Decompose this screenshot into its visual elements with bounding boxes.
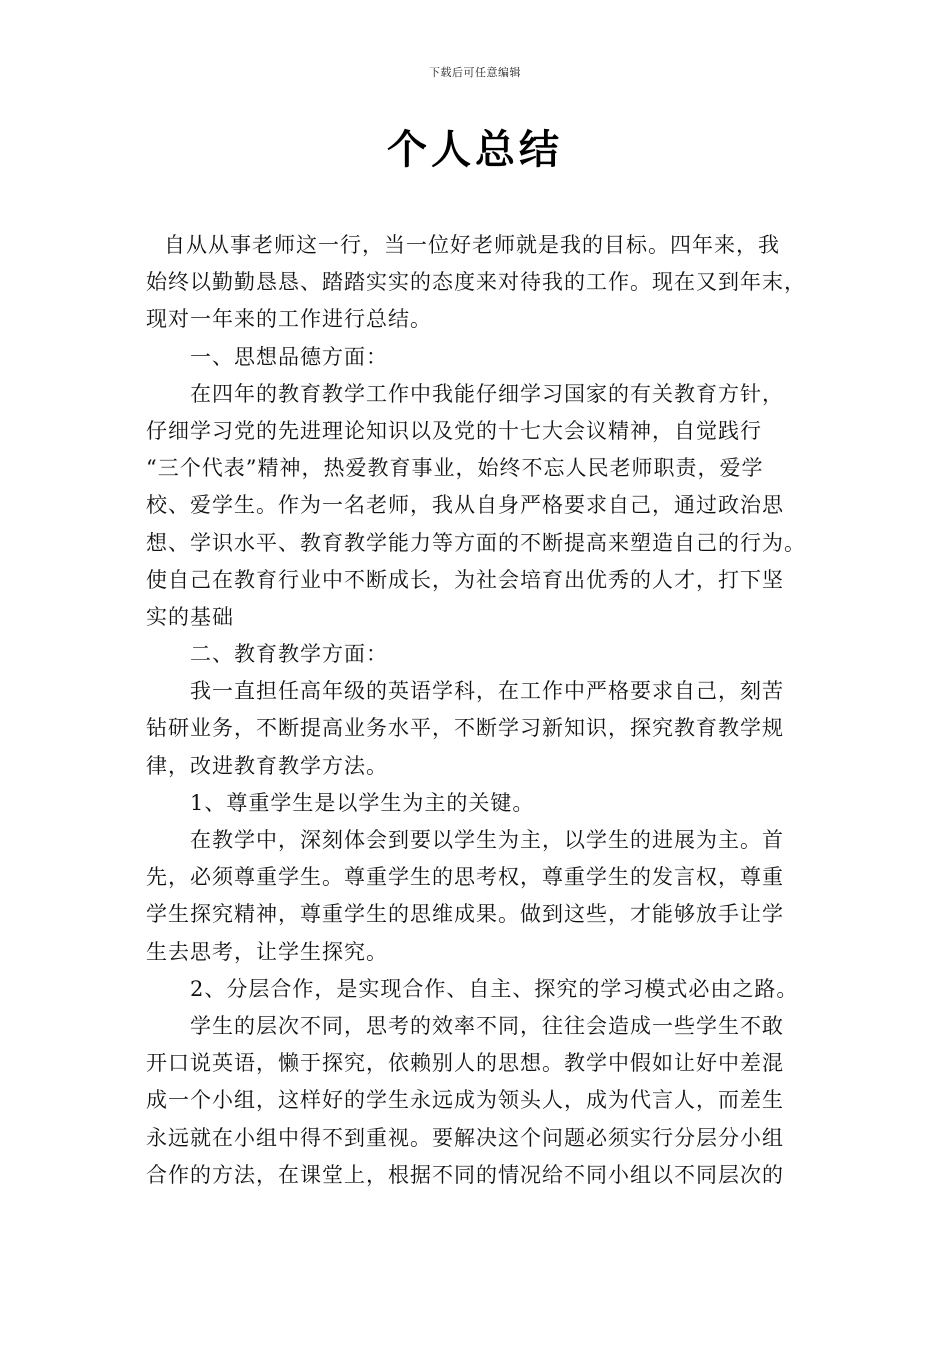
text-line: 生去思考，让学生探究。: [146, 939, 388, 964]
text-line: 学生的层次不同，思考的效率不同，往往会造成一些学生不敢: [190, 1013, 784, 1038]
header-note: 下载后可任意编辑: [429, 66, 521, 79]
text-line: 合作的方法，在课堂上，根据不同的情况给不同小组以不同层次的: [146, 1162, 784, 1187]
text-line: 自从从事老师这一行，当一位好老师就是我的目标。四年来，我: [164, 233, 780, 257]
text-line: “三个代表”精神，热爱教育事业，始终不忘人民老师职责，爱学: [146, 456, 764, 481]
body-text: [146, 227, 810, 1194]
text-line: 始终以勤勤恳恳、踏踏实实的态度来对待我的工作。现在又到年末，: [146, 270, 806, 295]
subheading: 2、分层合作，是实现合作、自主、探究的学习模式必由之路。: [190, 976, 799, 1001]
text-line: 钻研业务，不断提高业务水平，不断学习新知识，探究教育教学规: [146, 716, 784, 741]
text-line: 在教学中，深刻体会到要以学生为主，以学生的进展为主。首: [190, 828, 784, 852]
text-line: 永远就在小组中得不到重视。要解决这个问题必须实行分层分小组: [146, 1125, 784, 1150]
text-line: 律，改进教育教学方法。: [146, 753, 388, 778]
text-line: 在四年的教育教学工作中我能仔细学习国家的有关教育方针，: [190, 381, 784, 406]
section-heading: 一、思想品德方面：: [190, 344, 388, 369]
page-title: 个人总结: [387, 126, 563, 173]
subheading: 1、尊重学生是以学生为主的关键。: [190, 790, 535, 815]
text-line: 学生探究精神，尊重学生的思维成果。做到这些，才能够放手让学: [146, 902, 784, 927]
text-line: 成一个小组，这样好的学生永远成为领头人，成为代言人，而差生: [146, 1088, 784, 1113]
text-line: 现对一年来的工作进行总结。: [146, 307, 432, 332]
text-line: 想、学识水平、教育教学能力等方面的不断提高来塑造自己的行为。: [146, 530, 806, 555]
text-line: 我一直担任高年级的英语学科，在工作中严格要求自己，刻苦: [190, 679, 784, 704]
text-line: 实的基础: [146, 604, 234, 629]
text-line: 使自己在教育行业中不断成长，为社会培育出优秀的人才，打下坚: [146, 567, 784, 592]
text-line: 开口说英语，懒于探究，依赖别人的思想。教学中假如让好中差混: [146, 1051, 784, 1076]
text-line: 仔细学习党的先进理论知识以及党的十七大会议精神，自觉践行: [146, 418, 762, 443]
section-heading: 二、教育教学方面：: [190, 642, 388, 667]
text-line: 校、爱学生。作为一名老师，我从自身严格要求自己，通过政治思: [146, 493, 784, 518]
text-line: 先，必须尊重学生。尊重学生的思考权，尊重学生的发言权，尊重: [146, 865, 784, 890]
